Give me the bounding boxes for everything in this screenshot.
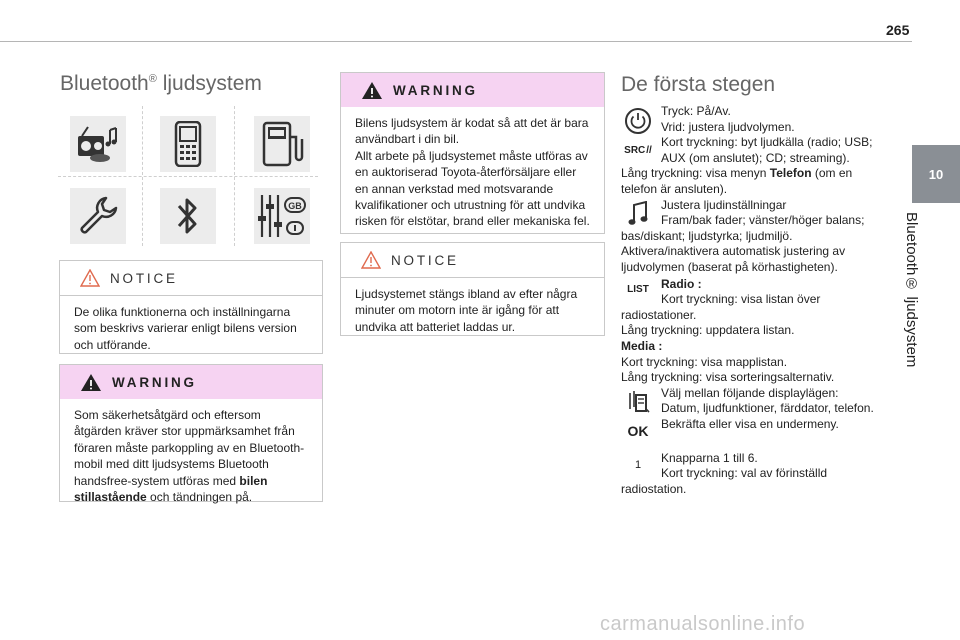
list-button-label: LIST xyxy=(627,283,649,295)
radio-text-1: Kort tryckning: visa listan över radiostationer. xyxy=(621,292,821,322)
src-text-bold: Telefon xyxy=(769,166,812,181)
display-mode-icon xyxy=(621,388,655,416)
src-text-2 xyxy=(621,166,883,197)
caution-triangle-icon xyxy=(80,269,100,287)
list-button-icon xyxy=(621,283,655,297)
chapter-label: Bluetooth® ljudsystem xyxy=(903,212,920,368)
src-text-part: (om en telefon är ansluten). xyxy=(621,166,853,196)
top-rule xyxy=(0,41,912,42)
notice-title: NOTICE xyxy=(110,270,178,286)
media-label: Media : xyxy=(621,338,663,353)
bluetooth-icon xyxy=(160,188,216,244)
preset-text-2: Kort tryckning: val av förinställd radiostation. xyxy=(621,466,828,497)
preset-buttons-item xyxy=(621,451,883,498)
radio-text-2: Lång tryckning: uppdatera listan. xyxy=(621,323,795,338)
source-control-item xyxy=(621,135,883,197)
warning-triangle-icon xyxy=(80,373,102,392)
warning-title: WARNING xyxy=(112,374,197,390)
section-title-rest: ljudsystem xyxy=(156,72,262,95)
ok-button-icon xyxy=(621,423,655,441)
chapter-tab[interactable]: 10 xyxy=(912,145,960,203)
warning-text xyxy=(60,399,322,505)
section-title xyxy=(60,72,262,96)
warning-header xyxy=(60,365,322,399)
grid-divider xyxy=(58,176,318,177)
power-text-2: Vrid: justera ljudvolymen. xyxy=(661,119,795,134)
first-steps-title: De första stegen xyxy=(621,73,776,96)
music-note-icon xyxy=(621,200,655,228)
equalizer-gb-icon xyxy=(254,188,310,244)
radio-music-icon xyxy=(70,116,126,172)
warning-text-part: och tändningen på. xyxy=(146,490,253,505)
section-title-reg: ® xyxy=(148,73,157,85)
notice-header xyxy=(60,261,322,296)
power-text-1: Tryck: På/Av. xyxy=(661,104,731,118)
src-text-part: Lång tryckning: visa menyn xyxy=(621,166,770,181)
ok-button-label: OK xyxy=(627,423,649,440)
notice-text: Ljudsystemet stängs ibland av efter några minuter om motorn inte är igång för att undvika att batteriet laddas ur. xyxy=(355,287,578,334)
src-button-label: SRC xyxy=(624,145,646,157)
list-control-item xyxy=(621,277,883,386)
notice-box xyxy=(59,260,323,354)
display-text-2: Datum, ljudfunktioner, färddator, telefon. xyxy=(661,401,874,416)
sound-text-1: Justera ljudinställningar xyxy=(661,197,787,212)
warning-title: WARNING xyxy=(393,82,478,98)
preset-text-1: Knapparna 1 till 6. xyxy=(661,450,758,465)
media-text-2: Lång tryckning: visa sorteringsalternativ. xyxy=(621,370,835,385)
preset-button-label: 1 xyxy=(634,459,642,472)
src-button-icon: SRC // xyxy=(621,143,655,159)
mobile-phone-icon xyxy=(160,116,216,172)
power-control-item xyxy=(621,104,883,135)
display-text-1: Välj mellan följande displaylägen: xyxy=(661,385,839,400)
ok-text-1: Bekräfta eller visa en undermeny. xyxy=(661,416,839,431)
warning-box xyxy=(340,72,605,234)
warning-triangle-icon xyxy=(361,81,383,100)
fuel-pump-display-icon xyxy=(254,116,310,172)
notice-header xyxy=(341,243,604,278)
warning-box xyxy=(59,364,323,505)
section-title-main: Bluetooth xyxy=(60,72,149,95)
power-knob-icon xyxy=(621,106,655,136)
notice-text: De olika funktionerna och inställningarna som beskrivs varierar enligt bilens version och utförande. xyxy=(74,305,297,352)
svg-text:GB: GB xyxy=(288,201,302,211)
notice-box xyxy=(340,242,605,336)
warning-text-bold: bilen stillastående xyxy=(74,473,268,505)
warning-text-part: Som säkerhetsåtgärd och eftersom åtgärden kräver stor uppmärksamhet från föraren måste parkoppling av en Bluetooth-mobil med ditt ljudsystems Bluetooth handsfree-system utföras med xyxy=(74,408,305,488)
footer-watermark[interactable]: carmanualsonline.info xyxy=(600,613,806,635)
warning-header xyxy=(341,73,604,107)
preset-button-icon xyxy=(621,459,655,473)
media-text-1: Kort tryckning: visa mapplistan. xyxy=(621,354,788,369)
notice-title: NOTICE xyxy=(391,252,459,268)
ok-control-item xyxy=(621,417,883,451)
page-number: 265 xyxy=(886,22,910,38)
radio-label: Radio : xyxy=(661,276,702,291)
display-mode-item xyxy=(621,386,883,417)
wrench-icon xyxy=(70,188,126,244)
src-text-1: Kort tryckning: byt ljudkälla (radio; USB; AUX (om anslutet); CD; streaming). xyxy=(661,135,873,165)
sound-settings-item xyxy=(621,198,883,276)
caution-triangle-icon xyxy=(361,251,381,269)
warning-text: Bilens ljudsystem är kodat så att det är bara användbart i din bil. Allt arbete på ljudsystemet måste utföras av en auktoriserad Toyota-återförsäljare eller en annan verkstad med motsvarande kvalifikationer och utrustning för att undvika risken för elstötar, brand eller mekaniska fel. xyxy=(355,116,590,229)
sound-text-2: Fram/bak fader; vänster/höger balans; bas/diskant; ljudstyrka; ljudmiljö. xyxy=(621,213,865,243)
first-steps-content xyxy=(621,104,883,498)
sound-text-3: Aktivera/inaktivera automatisk justering av ljudvolymen (baserat på körhastigheten). xyxy=(621,244,846,274)
feature-icon-grid xyxy=(58,106,318,246)
